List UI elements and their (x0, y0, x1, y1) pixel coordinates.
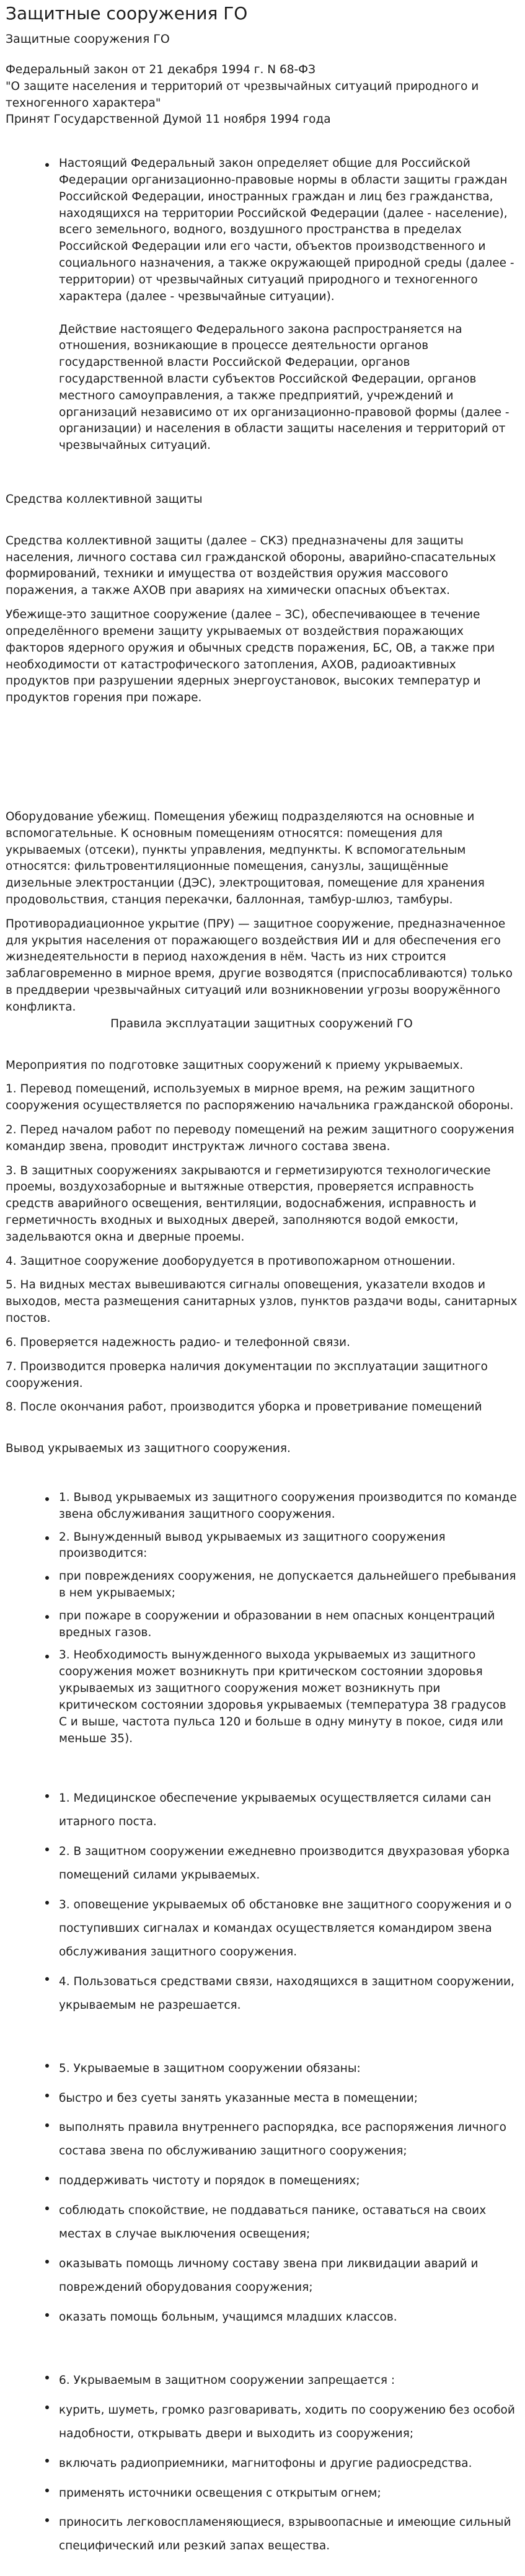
law-name: "О защите населения и территорий от чрезвычайных ситуаций природного и техногенного характера" (6, 79, 479, 110)
bullet-icon (45, 2260, 49, 2264)
section-heading: Мероприятия по подготовке защитных сооружений к приему укрываемых. (6, 1058, 464, 1072)
bullet-icon (45, 2123, 49, 2127)
bullet-icon (45, 2064, 49, 2068)
bullet-icon (45, 2376, 49, 2379)
law-reference (6, 62, 518, 128)
paragraph: Убежище-это защитное сооружение (далее – ЗС), обеспечивающее в течение определённого времени защиту укрываемых от воздействия поражающих факторов ядерного оружия и обычных средств поражения, БС, ОВ, а также при необходимости от катастрофического затопления, АХОВ, радиоактивных продуктов при разрушении ядерных энергоустановок, высоких температур и продуктов горения при пожаре. (6, 608, 495, 705)
page (0, 2, 525, 2576)
list-item (59, 2511, 518, 2558)
bullet-icon (45, 2406, 49, 2409)
list-item (59, 1529, 518, 1563)
list-item (59, 1490, 518, 1523)
step: 2. Перед началом работ по переводу помещений на режим защитного сооружения командир звена, проводит инструктаж личного состава звена. (6, 1123, 514, 1153)
step: 3. В защитных сооружениях закрываются и герметизируются технологические проемы, воздухозаборные и вытяжные отверстия, проверяется исправность средств аварийного освещения, вентиляции, водоснабжения, исправность и герметичность входных и выходных дверей, заполняются водой емкости, задельваются окна и дверные проемы. (6, 1164, 491, 1244)
list-item-text: 2. В защитном сооружении ежедневно производится двухразовая уборка помещений силами укрываемых. (59, 1845, 510, 1882)
law-adoption: Принят Государственной Думой 11 ноября 1994 года (6, 113, 331, 126)
list-item-text: 6. Укрываемым в защитном сооружении запрещается : (59, 2373, 395, 2387)
list-item (59, 2399, 518, 2446)
bullet-icon (45, 1977, 49, 1981)
list-item-text: 2. Вынужденный вывод укрываемых из защитного сооружения производится: (59, 1530, 446, 1560)
list-item (59, 2087, 518, 2110)
step: 5. На видных местах вывешиваются сигналы оповещения, указатели входов и выходов, места размещения санитарных узлов, пунктов раздачи воды, санитарных постов. (6, 1278, 518, 1326)
exit-list (6, 1490, 518, 1747)
duty-list (6, 2057, 518, 2329)
paragraph: Противорадиационное укрытие (ПРУ) — защитное сооружение, предназначенное для укрытия населения от поражающего воздействия ИИ и для обеспечения его жизнедеятельности в период нахождения в нём. Часть из них строится заблаговременно в мирное время, другие возводятся (приспосабливаются) только в преддверии чрезвычайных ситуаций или возникновении угрозы вооружённого конфликта. (6, 917, 513, 1014)
list-item-text: быстро и без суеты занять указанные места в помещении; (59, 2091, 418, 2105)
list-item-text: соблюдать спокойствие, не поддаваться панике, оставаться на своих местах в случае выключения освещения; (59, 2204, 487, 2241)
care-list (6, 1787, 518, 2017)
list-item-text: оказывать помощь личному составу звена при ликвидации аварий и повреждений оборудования сооружения; (59, 2257, 479, 2294)
bullet-icon (45, 1576, 49, 1580)
section-heading: Правила эксплуатации защитных сооружений ГО (110, 1017, 413, 1030)
list-item (59, 2306, 518, 2329)
list-item (59, 2252, 518, 2299)
list-item (59, 1647, 518, 1747)
bullet-icon (45, 2206, 49, 2210)
bullet-icon (45, 1655, 49, 1658)
ban-list (6, 2369, 518, 2558)
page-subtitle: Защитные сооружения ГО (6, 32, 170, 46)
list-item (59, 2169, 518, 2193)
bullet-icon (45, 2489, 49, 2492)
section-heading: Вывод укрываемых из защитного сооружения. (6, 1442, 291, 1456)
list-item (59, 2116, 518, 2163)
bullet-icon (45, 1615, 49, 1619)
list-item-text: при повреждениях сооружения, не допускается дальнейшего пребывания в нем укрываемых; (59, 1570, 516, 1600)
list-item-text: 1. Медицинское обеспечение укрываемых осуществляется силами сан итарного поста. (59, 1792, 492, 1829)
step: 1. Перевод помещений, используемых в мирное время, на режим защитного сооружения осуществляется по распоряжению начальника гражданской обороны. (6, 1082, 514, 1113)
list-item (59, 1608, 518, 1642)
list-item (59, 2199, 518, 2246)
list-item (59, 2482, 518, 2505)
list-item (59, 2057, 518, 2081)
list-item-text: применять источники освещения с открытым огнем; (59, 2486, 381, 2500)
law-number: Федеральный закон от 21 декабря 1994 г. N 68-ФЗ (6, 63, 315, 76)
list-item (59, 2452, 518, 2476)
list-item (59, 1970, 518, 2017)
list-item-text: 3. оповещение укрываемых об обстановке вне защитного сооружения и о поступивших сигналах и командах осуществляется командиром звена обслуживания защитного сооружения. (59, 1898, 512, 1959)
list-item (59, 1787, 518, 1834)
preparation-steps (6, 1081, 518, 1416)
list-item-text: выполнять правила внутреннего распорядка, все распоряжения личного состава звена по обслуживанию защитного сооружения; (59, 2121, 506, 2158)
intro-paragraph: Настоящий Федеральный закон определяет общие для Российской Федерации организационно-правовые нормы в области защиты граждан Российской Федерации, иностранных граждан и лиц без гражданства, находящихся на территории Российской Федерации (далее - население), всего земельного, водного, воздушного пространства в пределах Российской Федерации или его части, объектов производственного и социального назначения, а также окружающей природной среды (далее - территории) от чрезвычайных ситуаций природного и техногенного характера (далее - чрезвычайные ситуации). (59, 157, 514, 303)
list-item-text: 1. Вывод укрываемых из защитного сооружения производится по команде звена обслуживания защитного сооружения. (59, 1490, 517, 1521)
bullet-icon (45, 2459, 49, 2463)
bullet-icon (45, 1901, 49, 1905)
list-item-text: 4. Пользоваться средствами связи, находящихся в защитном сооружении, укрываемым не разрешается. (59, 1975, 514, 2012)
step: 8. После окончания работ, производится уборка и проветривание помещений (6, 1401, 482, 1414)
list-item-text: 5. Укрываемые в защитном сооружении обязаны: (59, 2061, 361, 2075)
intro-list (6, 156, 518, 454)
list-item (59, 1840, 518, 1887)
bullet-icon (45, 1794, 49, 1798)
section-heading: Средства коллективной защиты (6, 493, 203, 506)
bullet-icon (45, 163, 49, 167)
list-item (59, 1893, 518, 1964)
list-item-text: при пожаре в сооружении и образовании в нем опасных концентраций вредных газов. (59, 1609, 495, 1639)
paragraph: Средства коллективной защиты (далее – СКЗ) предназначены для защиты населения, личного состава сил гражданской обороны, аварийно-спасательных формирований, техники и имущества от воздействия оружия массового поражения, а также АХОВ при авариях на химически опасных объектах. (6, 534, 496, 598)
list-item-text: курить, шуметь, громко разговаривать, ходить по сооружению без особой надобности, открывать двери и выходить из сооружения; (59, 2403, 515, 2440)
list-item-text: приносить легковоспламеняющиеся, взрывоопасные и имеющие сильный специфический или резкий запах вещества. (59, 2516, 511, 2553)
paragraph: Оборудование убежищ. Помещения убежищ подразделяются на основные и вспомогательные. К основным помещениям относятся: помещения для укрываемых (отсеки), пункты управления, медпункты. К вспомогательным относятся: фильтровентиляционные помещения, санузлы, защищённые дизельные электростанции (ДЭС), электрощитовая, помещение для хранения продовольствия, станция перекачки, баллонная, тамбур-шлюз, тамбуры. (6, 810, 485, 906)
list-item-text: оказать помощь больным, учащимся младших классов. (59, 2310, 397, 2324)
bullet-icon (45, 1536, 49, 1540)
bullet-icon (45, 1848, 49, 1851)
bullet-icon (45, 2177, 49, 2180)
list-item-text: включать радиоприемники, магнитофоны и другие радиосредства. (59, 2456, 472, 2470)
page-title: Защитные сооружения ГО (6, 3, 248, 24)
bullet-icon (45, 2313, 49, 2317)
bullet-icon (45, 2518, 49, 2522)
step: 7. Производится проверка наличия документации по эксплуатации защитного сооружения. (6, 1360, 488, 1390)
step: 6. Проверяется надежность радио- и телефонной связи. (6, 1335, 350, 1349)
list-item-text: 3. Необходимость вынужденного выхода укрываемых из защитного сооружения может возникнуть при критическом состоянии здоровья укрываемых из защитного сооружения может возникнуть при критическом состоянии здоровья укрываемых (температура 38 градусов С и выше, частота пульса 120 и больше в одну минуту в покое, сидя или меньше 35). (59, 1649, 506, 1745)
bullet-icon (45, 1497, 49, 1501)
intro-paragraph: Действие настоящего Федерального закона распространяется на отношения, возникающие в процессе деятельности органов государственной власти Российской Федерации, органов государственной власти субъектов Российской Федерации, органов местного самоуправления, а также предприятий, учреждений и организаций независимо от их организационно-правовой формы (далее - организации) и населения в области защиты населения и территорий от чрезвычайных ситуаций. (59, 322, 510, 453)
list-item (59, 2369, 518, 2392)
bullet-icon (45, 2094, 49, 2097)
step: 4. Защитное сооружение дооборудуется в противопожарном отношении. (6, 1254, 456, 1268)
list-item (59, 156, 518, 454)
list-item-text: поддерживать чистоту и порядок в помещениях; (59, 2174, 360, 2188)
list-item (59, 1569, 518, 1602)
